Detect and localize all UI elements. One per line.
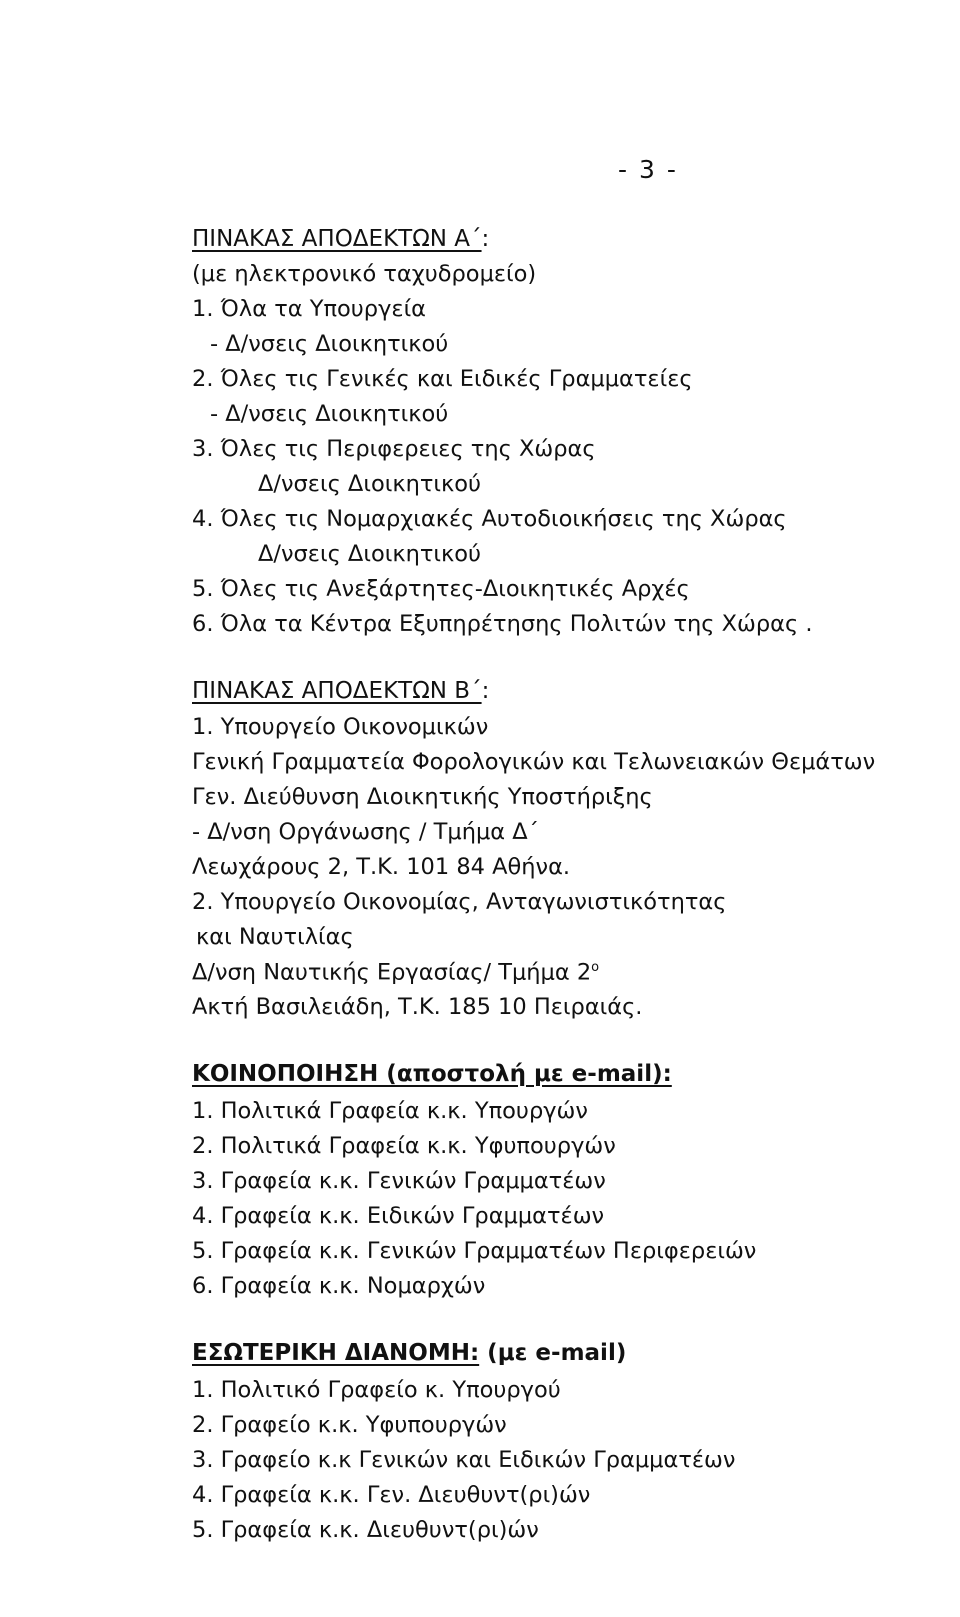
- koinopoiisi-line: 4. Γραφεία κ.κ. Ειδικών Γραμματέων: [192, 1203, 605, 1229]
- section-a-line: 2. Όλες τις Γενικές και Ειδικές Γραμματείες: [192, 366, 693, 392]
- section-a-line: 6. Όλα τα Κέντρα Εξυπηρέτησης Πολιτών της Χώρας .: [192, 611, 813, 637]
- koinopoiisi-title: ΚΟΙΝΟΠΟΙΗΣΗ (αποστολή με e-mail):: [192, 1061, 672, 1087]
- esoteriki-title: ΕΣΩΤΕΡΙΚΗ ΔΙΑΝΟΜΗ:: [192, 1340, 480, 1366]
- section-a-line: - Δ/νσεις Διοικητικού: [210, 331, 449, 357]
- section-a-line: 5. Όλες τις Ανεξάρτητες-Διοικητικές Αρχές: [192, 576, 690, 602]
- section-b-title: ΠΙΝΑΚΑΣ ΑΠΟΔΕΚΤΩΝ Β΄: [192, 678, 482, 704]
- section-b-line: Ακτή Βασιλειάδη, Τ.Κ. 185 10 Πειραιάς.: [192, 994, 643, 1020]
- section-b-line: και Ναυτιλίας: [196, 924, 354, 950]
- koinopoiisi-heading: [192, 1063, 672, 1086]
- section-b-line: Γενική Γραμματεία Φορολογικών και Τελωνειακών Θεμάτων: [192, 749, 876, 775]
- section-b-line: - Δ/νση Οργάνωσης / Τμήμα Δ΄: [192, 819, 539, 845]
- esoteriki-line: 1. Πολιτικό Γραφείο κ. Υπουργού: [192, 1377, 561, 1403]
- section-b-line: 2. Υπουργείο Οικονομίας, Ανταγωνιστικότητας: [192, 889, 727, 915]
- section-a-line: 1. Όλα τα Υπουργεία: [192, 296, 427, 322]
- section-a-title: ΠΙΝΑΚΑΣ ΑΠΟΔΕΚΤΩΝ Α΄: [192, 226, 482, 252]
- section-b-line-with-sup: [192, 961, 599, 984]
- section-b-line: Δ/νση Ναυτικής Εργασίας/ Τμήμα 2: [192, 959, 592, 986]
- esoteriki-line: 2. Γραφείο κ.κ. Υφυπουργών: [192, 1412, 507, 1438]
- koinopoiisi-line: 5. Γραφεία κ.κ. Γενικών Γραμματέων Περιφερειών: [192, 1238, 757, 1264]
- koinopoiisi-line: 2. Πολιτικά Γραφεία κ.κ. Υφυπουργών: [192, 1133, 616, 1159]
- esoteriki-line: 4. Γραφεία κ.κ. Γεν. Διευθυντ(ρι)ών: [192, 1482, 591, 1508]
- section-a-line: 4. Όλες τις Νομαρχιακές Αυτοδιοικήσεις της Χώρας: [192, 506, 787, 532]
- section-a-title-suffix: :: [481, 226, 490, 252]
- section-a-line: 3. Όλες τις Περιφερειες της Χώρας: [192, 436, 596, 462]
- koinopoiisi-line: 1. Πολιτικά Γραφεία κ.κ. Υπουργών: [192, 1098, 588, 1124]
- section-b-title-suffix: :: [481, 678, 490, 704]
- esoteriki-line: 5. Γραφεία κ.κ. Διευθυντ(ρι)ών: [192, 1517, 539, 1543]
- section-b-line: 1. Υπουργείο Οικονομικών: [192, 714, 489, 740]
- section-b-line: Λεωχάρους 2, Τ.Κ. 101 84 Αθήνα.: [192, 854, 571, 880]
- section-b-heading: [192, 680, 489, 703]
- esoteriki-title-suffix: (με e-mail): [479, 1340, 627, 1366]
- section-a-line: Δ/νσεις Διοικητικού: [258, 541, 482, 567]
- section-a-line: Δ/νσεις Διοικητικού: [258, 471, 482, 497]
- section-a-line: - Δ/νσεις Διοικητικού: [210, 401, 449, 427]
- section-b-line: Γεν. Διεύθυνση Διοικητικής Υποστήριξης: [192, 784, 653, 810]
- section-a-note: (με ηλεκτρονικό ταχυδρομείο): [192, 261, 537, 287]
- esoteriki-line: 3. Γραφείο κ.κ Γενικών και Ειδικών Γραμματέων: [192, 1447, 736, 1473]
- section-a-heading: [192, 228, 489, 251]
- page-number: - 3 -: [618, 155, 678, 184]
- superscript-ordinal: ο: [591, 960, 600, 975]
- koinopoiisi-line: 6. Γραφεία κ.κ. Νομαρχών: [192, 1273, 486, 1299]
- koinopoiisi-line: 3. Γραφεία κ.κ. Γενικών Γραμματέων: [192, 1168, 606, 1194]
- esoteriki-heading: [192, 1342, 626, 1365]
